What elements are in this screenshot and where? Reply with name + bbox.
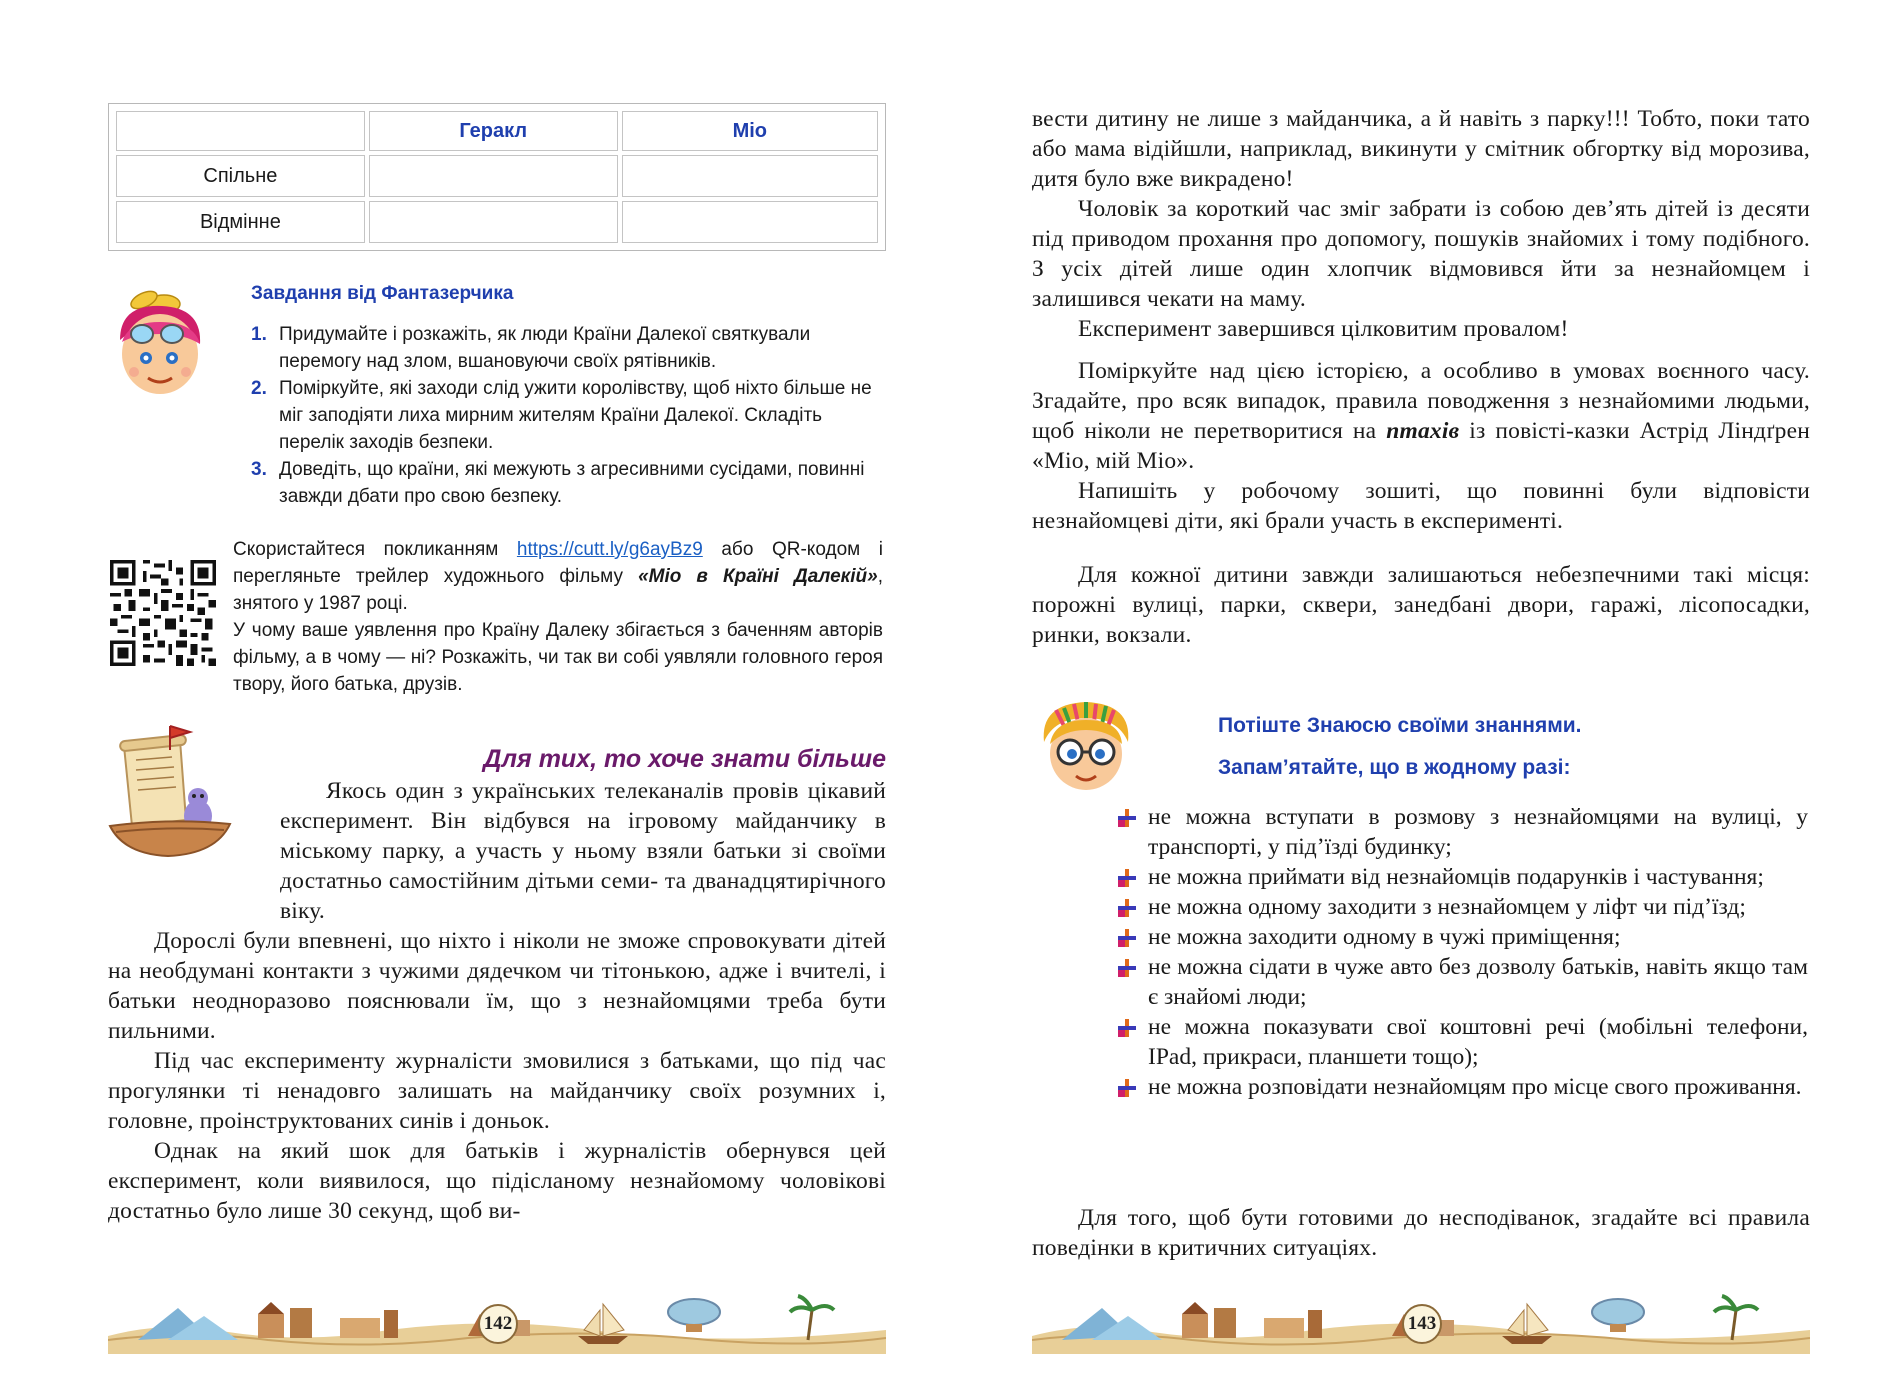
paragraph: вести дитину не лише з майданчика, а й навіть з парку!!! Тобто, поки тато або мама відійшли, наприклад, викинути у смітник обгортку від морозива, дитя було вже викрадено!	[1032, 106, 1810, 192]
list-item	[251, 456, 881, 510]
list-item: не можна показувати свої коштовні речі (мобільні телефони, IPad, прикраси, планшети тощо);	[1148, 1012, 1808, 1072]
list-item	[251, 375, 881, 456]
safety-rules-list	[1148, 802, 1808, 1102]
film-title: «Міо в Країні Далекій»	[638, 566, 878, 587]
fantazerchyk-mascot-icon	[106, 282, 212, 400]
table-row-label: Спільне	[116, 155, 365, 197]
page-number: 143	[1402, 1304, 1442, 1344]
birds-word: птахів	[1386, 418, 1460, 444]
paragraph: Для кожної дитини завжди залишаються небезпечними такі місця: порожні вулиці, парки, сквери, занедбані двори, гаражі, лісопосадки, ринки, вокзали.	[1032, 562, 1810, 648]
list-item: не можна приймати від незнайомців подарунків і частування;	[1148, 862, 1808, 892]
story-continued	[1032, 104, 1810, 650]
paragraph: Для того, щоб бути готовими до несподіванок, згадайте всі правила поведінки в критичних ситуаціях.	[1032, 1205, 1810, 1261]
task-list	[251, 321, 881, 510]
task-number: 3.	[251, 459, 267, 480]
paragraph: Під час експерименту журналісти змовилися з батьками, що під час прогулянки ті ненадовго залишать на майданчику своїх розумних і, головне, проінструктованих синів і доньок.	[108, 1048, 886, 1134]
task-number: 1.	[251, 324, 267, 345]
paragraph: Однак на який шок для батьків і журналістів обернувся цей експеримент, коли виявилося, що підісланому незнайомому чоловікові достатньо було лише 30 секунд, щоб ви-	[108, 1138, 886, 1224]
table-row-label: Відмінне	[116, 201, 365, 243]
table-cell[interactable]	[369, 155, 618, 197]
task-title: Завдання від Фантазерчика	[251, 283, 514, 304]
list-item: не можна заходити одному в чужі приміщення;	[1148, 922, 1808, 952]
table-header-herakl: Геракл	[369, 111, 618, 151]
task-text: Поміркуйте, які заходи слід ужити королівству, щоб ніхто більше не міг заподіяти лиха мирним жителям Країни Далекої. Складіть перелік заходів безпеки.	[279, 378, 872, 453]
paragraph: Напишіть у робочому зошиті, що повинні були відповісти незнайомцеві діти, які брали участь в експерименті.	[1032, 478, 1810, 534]
right-page	[952, 0, 1904, 1400]
znayusia-mascot-icon	[1034, 696, 1138, 796]
list-item	[251, 321, 881, 375]
bullet-icon	[1118, 1079, 1136, 1097]
trailer-link[interactable]: https://cutt.ly/g6ayBz9	[516, 539, 703, 560]
znayusia-title-1: Потіште Знаюсю своїми знаннями.	[1218, 714, 1582, 737]
qr-instruction	[233, 536, 883, 698]
section-title-more: Для тих, то хоче знати більше	[483, 745, 886, 773]
table-cell[interactable]	[369, 201, 618, 243]
list-item: не можна вступати в розмову з незнайомцями на вулиці, у транспорті, у під’їзді будинку;	[1148, 802, 1808, 862]
list-item: не можна одному заходити з незнайомцем у ліфт чи під’їзд;	[1148, 892, 1808, 922]
table-header-empty	[116, 111, 365, 151]
qr-paragraph-2: У чому ваше уявлення про Країну Далеку збігається з баченням авторів фільму, а в чому — ні? Розкажіть, чи так ви собі уявляли головного героя твору, його батька, друзів.	[233, 620, 883, 695]
task-text: Придумайте і розкажіть, як люди Країни Далекої святкували перемогу над злом, вшановуючи своїх рятівників.	[279, 324, 811, 372]
table-cell[interactable]	[622, 155, 878, 197]
paragraph-reflect: Поміркуйте над цією історією, а особливо в умовах воєнного часу. Згадайте, про всяк випадок, правила поводження з незнайомими людьми, щоб ніколи не перетворитися на птахів із повісті-казки Астрід Ліндґрен «Міо, мій Міо».	[1032, 358, 1810, 474]
list-item: не можна сідати в чуже авто без дозволу батьків, навіть якщо там є знайомі люди;	[1148, 952, 1808, 1012]
table-cell[interactable]	[622, 201, 878, 243]
paragraph: Дорослі були впевнені, що ніхто і ніколи не зможе спровокувати дітей на необдумані контакти з чужими дядечком чи тітонькою, адже і вчителі, і батьки неодноразово пояснювали їм, що з незнайомцями треба бути пильними.	[108, 928, 886, 1044]
more-text-intro	[108, 776, 886, 1226]
task-text: Доведіть, що країни, які межують з агресивними сусідами, повинні завжди дбати про свою безпеку.	[279, 459, 865, 507]
bullet-icon	[1118, 959, 1136, 977]
paragraph: Чоловік за короткий час зміг забрати із собою дев’ять дітей із десяти під приводом прохання про допомогу, пошуків знайомих і тому подібного. З усіх дітей лише один хлопчик відмовився йти за незнайомцем і залишився чекати на маму.	[1032, 196, 1810, 312]
page-number: 142	[478, 1304, 518, 1344]
qr-paragraph-1: Скористайтеся покликанням https://cutt.ly/g6ayBz9 або QR-кодом і перегляньте трейлер художнього фільму «Міо в Країні Далекій», знятого у 1987 році.	[233, 539, 884, 614]
list-item: не можна розповідати незнайомцям про місце свого проживання.	[1148, 1072, 1808, 1102]
bullet-icon	[1118, 809, 1136, 827]
paragraph: Експеримент завершився цілковитим провалом!	[1078, 316, 1569, 342]
closing-text	[1032, 1203, 1810, 1263]
qr-code-icon[interactable]	[110, 560, 216, 666]
comparison-table	[108, 103, 886, 251]
paragraph: Якось один з українських телеканалів провів цікавий експеримент. Він відбувся на ігровому майданчику в міському парку, а участь у ньому взяли батьки зі своїми достатньо самостійним дітьми семи- та дванадцятирічного віку.	[280, 778, 886, 924]
table-header-mio: Міо	[622, 111, 878, 151]
znayusia-title-2: Запам’ятайте, що в жодному разі:	[1218, 756, 1571, 779]
bullet-icon	[1118, 899, 1136, 917]
bullet-icon	[1118, 929, 1136, 947]
bullet-icon	[1118, 1019, 1136, 1037]
bullet-icon	[1118, 869, 1136, 887]
task-number: 2.	[251, 378, 267, 399]
